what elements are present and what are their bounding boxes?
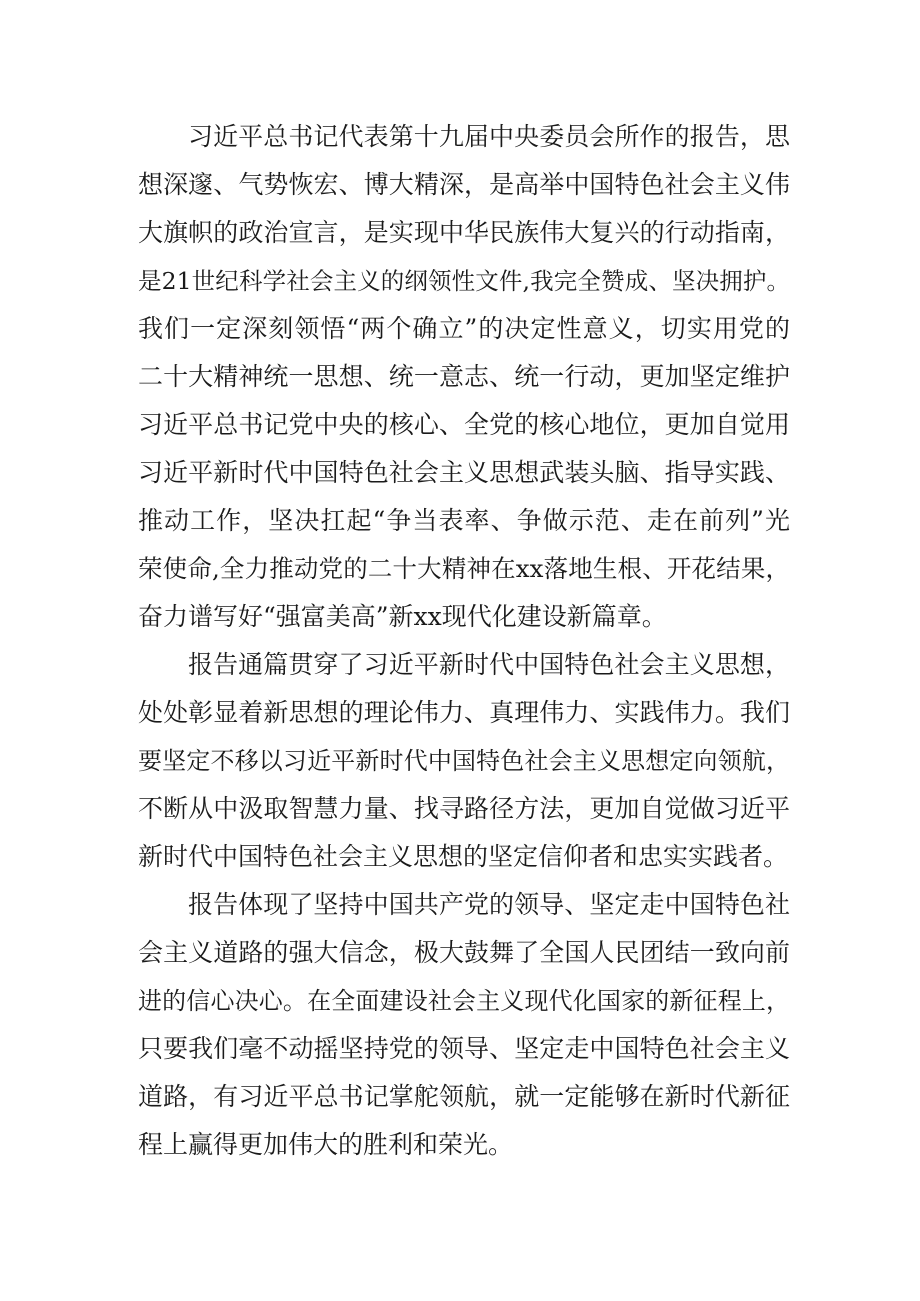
paragraph-line: 大旗帜的政治宣言，是实现中华民族伟大复兴的行动指南， [138,218,790,247]
paragraph-line: 进的信心决心。在全面建设社会主义现代化国家的新征程上， [138,987,790,1015]
paragraph-line: 只要我们毫不动摇坚持党的领导、坚定走中国特色社会主义 [138,1034,790,1063]
paragraph-line: 荣使命,全力推动党的二十大精神在xx落地生根、开花结果， [138,554,790,583]
paragraph-line: 道路，有习近平总书记掌舵领航，就一定能够在新时代新征 [138,1082,790,1111]
paragraph-line: 处处彰显着新思想的理论伟力、真理伟力、实践伟力。我们 [138,698,790,727]
paragraph-line: 习近平总书记党中央的核心、全党的核心地位，更加自觉用 [138,410,790,439]
paragraph-line: 程上赢得更加伟大的胜利和荣光。 [138,1130,514,1159]
paragraph-line: 是21世纪科学社会主义的纲领性文件,我完全赞成、坚决拥护。 [138,267,790,295]
paragraph-line: 二十大精神统一思想、统一意志、统一行动，更加坚定维护 [138,362,790,391]
paragraph-line: 我们一定深刻领悟“两个确立”的决定性意义，切实用党的 [138,314,790,343]
paragraph-line: 会主义道路的强大信念，极大鼓舞了全国人民团结一致向前 [138,938,790,967]
paragraph-line: 习近平新时代中国特色社会主义思想武装头脑、指导实践、 [138,458,790,487]
paragraph-line: 想深邃、气势恢宏、博大精深，是高举中国特色社会主义伟 [138,170,790,199]
paragraph-line: 奋力谱写好“强富美高”新xx现代化建设新篇章。 [138,602,667,631]
paragraph-line: 习近平总书记代表第十九届中央委员会所作的报告，思 [188,122,790,151]
paragraph-line: 推动工作，坚决扛起“争当表率、争做示范、走在前列”光 [138,506,790,535]
paragraph-line: 要坚定不移以习近平新时代中国特色社会主义思想定向领航， [138,747,790,775]
paragraph-line: 报告体现了坚持中国共产党的领导、坚定走中国特色社 [188,890,790,919]
paragraph-line: 不断从中汲取智慧力量、找寻路径方法，更加自觉做习近平 [138,794,790,823]
paragraph-line: 新时代中国特色社会主义思想的坚定信仰者和忠实实践者。 [138,842,789,871]
paragraph-line: 报告通篇贯穿了习近平新时代中国特色社会主义思想， [188,650,790,679]
